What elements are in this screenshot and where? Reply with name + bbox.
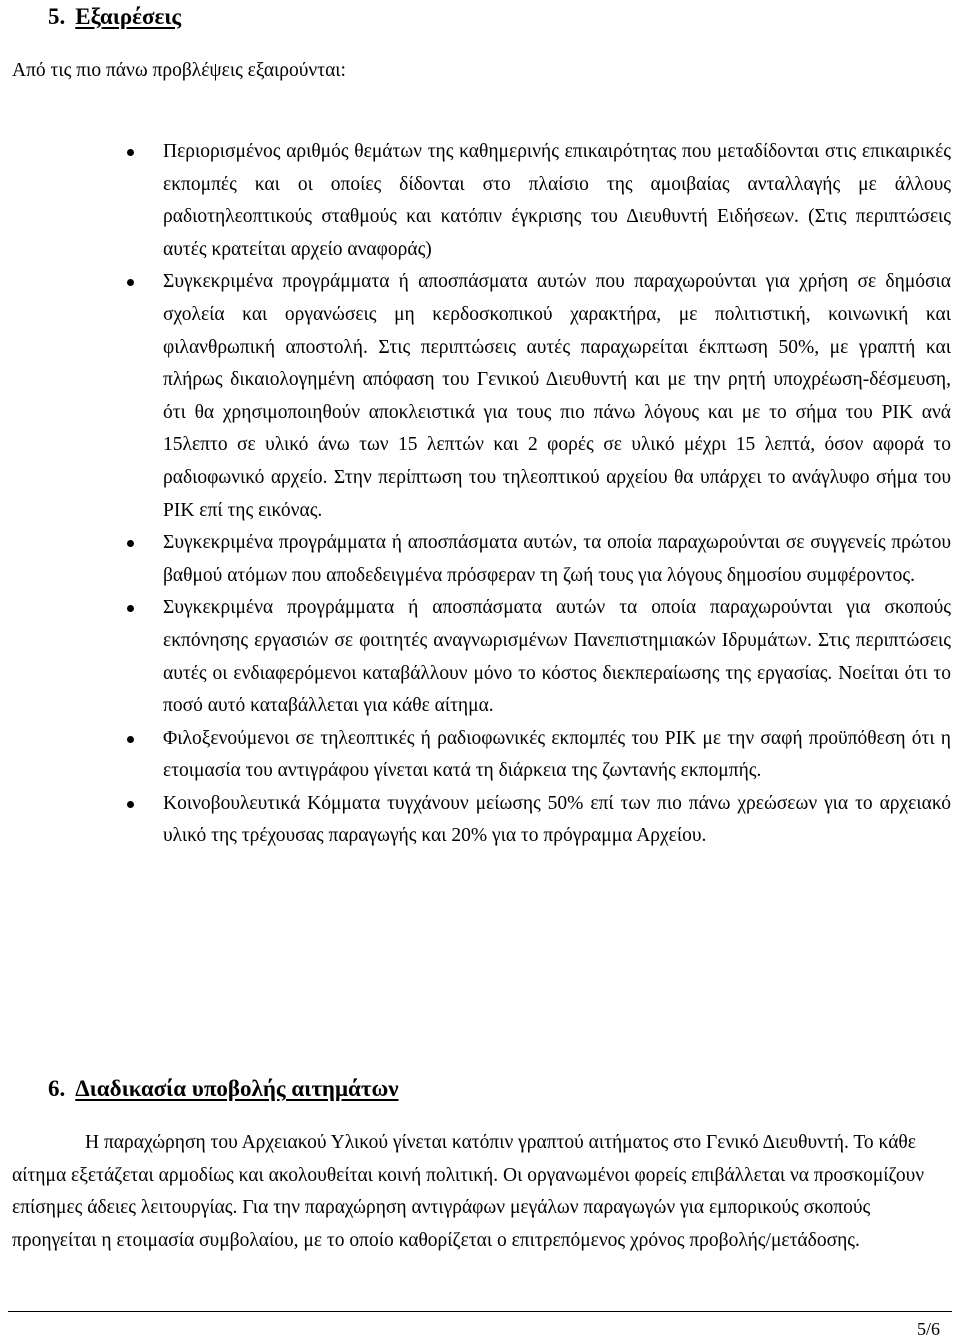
list-item-text: Περιορισμένος αριθμός θεμάτων της καθημερινής επικαιρότητας που μεταδίδονται στις επικαιρικές εκπομπές και οι οποίες δίδονται στο πλαίσιο της αμοιβαίας ανταλλαγής με άλλους ραδιοτηλεοπτικούς σταθμούς και κατόπιν έγκρισης του Διευθυντή Ειδήσεων. (Στις περιπτώσεις αυτές κρατείται αρχείο αναφοράς)	[163, 141, 951, 260]
list-item-text: Συγκεκριμένα προγράμματα ή αποσπάσματα αυτών τα οποία παραχωρούνται για σκοπούς εκπόνησης εργασιών σε φοιτητές αναγνωρισμένων Πανεπιστημιακών Ιδρυμάτων. Στις περιπτώσεις αυτές οι ενδιαφερόμενοι καταβάλλουν μόνο το κόστος διεκπεραίωσης της εργασίας. Νοείται ότι το ποσό αυτό καταβάλλεται για κάθε αίτημα.	[163, 597, 951, 717]
list-item-text: Συγκεκριμένα προγράμματα ή αποσπάσματα αυτών που παραχωρούνται για χρήση σε δημόσια σχολεία και οργανώσεις μη κερδοσκοπικού χαρακτήρα, με πολιτιστική, κοινωνική και φιλανθρωπική αποστολή. Στις περιπτώσεις αυτές παραχωρείται έκπτωση 50%, με γραπτή και πλήρως δικαιολογημένη απόφαση του Γενικού Διευθυντή και με την ρητή υποχρέωση-δέσμευση, ότι θα χρησιμοποιηθούν αποκλειστικά για τους πιο πάνω λόγους και με το σήμα του ΡΙΚ ανά 15λεπτο σε υλικό άνω των 15 λεπτών και 2 φορές σε υλικό μέχρι 15 λεπτά, όσον αφορά το ραδιοφωνικό αρχείο. Στην περίπτωση του τηλεοπτικού αρχείου θα υπάρχει το ανάγλυφο σήμα του ΡΙΚ επί της εικόνας.	[163, 271, 951, 521]
list-item	[163, 136, 951, 266]
footer-divider	[8, 1311, 952, 1312]
list-item	[163, 527, 951, 592]
list-item	[163, 592, 951, 722]
intro-text: Από τις πιο πάνω προβλέψεις εξαιρούνται:	[12, 60, 346, 81]
section-title: Εξαιρέσεις	[75, 4, 182, 29]
procedure-paragraph	[12, 1127, 940, 1258]
section-heading-exceptions	[48, 3, 181, 31]
list-item-text: Φιλοξενούμενοι σε τηλεοπτικές ή ραδιοφωνικές εκπομπές του ΡΙΚ με την σαφή προϋπόθεση ότι η ετοιμασία του αντιγράφου γίνεται κατά τη διάρκεια της ζωντανής εκπομπής.	[163, 727, 951, 782]
list-item-text: Συγκεκριμένα προγράμματα ή αποσπάσματα αυτών, τα οποία παραχωρούνται σε συγγενείς πρώτου βαθμού ατόμων που αποδεδειγμένα πρόσφεραν τη ζωή τους για λόγους δημοσίου συμφέροντος.	[163, 532, 951, 586]
bullet-icon	[127, 736, 134, 743]
bullet-icon	[127, 540, 134, 547]
bullet-icon	[127, 149, 134, 156]
bullet-icon	[127, 801, 134, 808]
section-number: 5.	[48, 4, 66, 29]
procedure-text: Η παραχώρηση του Αρχειακού Υλικού γίνεται κατόπιν γραπτού αιτήματος στο Γενικό Διευθυντή. Το κάθε αίτημα εξετάζεται αρμοδίως και ακολουθείται κοινή πολιτική. Οι οργανωμένοι φορείς επιβάλλεται να προσκομίζουν επίσημες άδειες λειτουργίας. Για την παραχώρηση αντιγράφων μεγάλων παραγωγών για εμπορικούς σκοπούς προηγείται η ετοιμασία συμβολαίου, με το οποίο καθορίζεται ο επιτρεπόμενος χρόνος προβολής/μετάδοσης.	[12, 1132, 925, 1252]
section-number: 6.	[48, 1076, 66, 1101]
bullet-icon	[127, 605, 134, 612]
section-heading-procedure	[48, 1075, 399, 1103]
page-number: 5/6	[916, 1319, 940, 1339]
list-item	[163, 266, 951, 527]
section-title: Διαδικασία υποβολής αιτημάτων	[75, 1076, 399, 1101]
exceptions-list	[163, 136, 951, 853]
list-item	[163, 723, 951, 788]
bullet-icon	[127, 279, 134, 286]
list-item-text: Κοινοβουλευτικά Κόμματα τυγχάνουν μείωσης 50% επί των πιο πάνω χρεώσεων για το αρχειακό υλικό της τρέχουσας παραγωγής και 20% για το πρόγραμμα Αρχείου.	[163, 792, 951, 847]
list-item	[163, 788, 951, 853]
